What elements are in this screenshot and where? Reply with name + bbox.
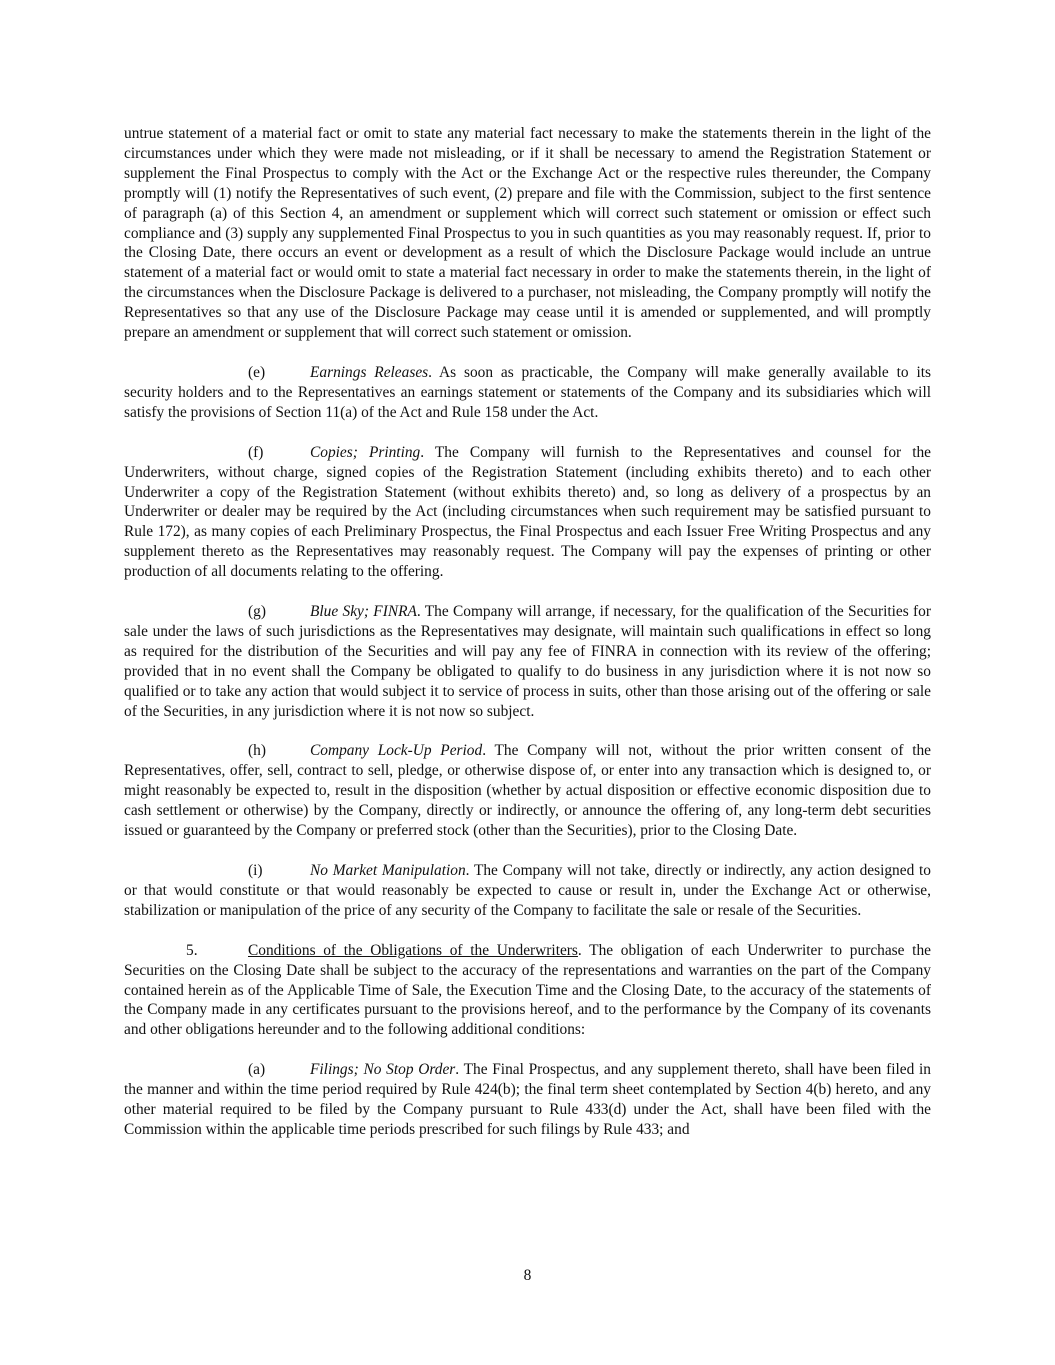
section-body: . The obligation of each Underwriter to purchase the Securities on the Closing Date shall be subject to the accuracy of the representations and warranties on the part of the Company contained herein as of the Applicable Time of Sale, the Execution Time and the Closing Date, to the accuracy of the statements of the Company made in any certificates pursuant to the provisions hereof, and to the performance by the Company of its covenants and other obligations hereunder and to the following additional conditions: — [124, 941, 931, 1039]
paragraph-body: . As soon as practicable, the Company will make generally available to its security holders and to the Representatives an earnings statement or statements of the Company and its subsidiaries which will satisfy the provisions of Section 11(a) of the Act and Rule 158 under the Act. — [124, 363, 931, 421]
paragraph-body: . The Company will not, without the prior written consent of the Representatives, offer, sell, contract to sell, pledge, or otherwise dispose of, or enter into any transaction which is designed to, or might reasonably be expected to, result in the disposition (whether by actual disposition or effective economic disposition due to cash settlement or otherwise) by the Company, directly or indirectly, or announce the offering of, any long-term debt securities issued or guaranteed by the Company or preferred stock (other than the Securities), prior to the Closing Date. — [124, 742, 932, 840]
paragraph-label: (g) — [248, 603, 266, 621]
section-label: 5. — [186, 941, 198, 959]
paragraph-heading: Copies; Printing — [310, 443, 421, 461]
paragraph-heading: Blue Sky; FINRA — [310, 603, 417, 621]
paragraph-label: (i) — [248, 862, 263, 879]
section-heading: Conditions of the Obligations of the Underwriters — [248, 941, 578, 959]
paragraph-h-company-lock-up-period — [124, 741, 931, 841]
paragraph-g-blue-sky-finra — [124, 602, 931, 721]
paragraph-heading: Filings; No Stop Order — [310, 1061, 456, 1079]
paragraph-body: . The Final Prospectus, and any supplement thereto, shall have been filed in the manner and within the time period required by Rule 424(b); the final term sheet contemplated by Section 4(b) hereto, and any other material required to be filed by the Company pursuant to Rule 433(d) under the Act, shall have been filed with the Commission within the applicable time periods prescribed for such filings by Rule 433; and — [124, 1061, 932, 1138]
paragraph-label: (e) — [248, 363, 266, 381]
document-page — [124, 124, 931, 1160]
paragraph-a-filings-no-stop-order — [124, 1060, 931, 1140]
paragraph-heading: Company Lock-Up Period — [310, 742, 483, 760]
paragraph-body: . The Company will not take, directly or indirectly, any action designed to or that would constitute or that would reasonably be expected to cause or result in, under the Exchange Act or otherwise, stabilization or manipulation of the price of any security of the Company to facilitate the sale or resale of the Securities. — [124, 862, 931, 919]
page-number: 8 — [523, 1267, 532, 1284]
paragraph-e-earnings-releases — [124, 363, 931, 423]
paragraph-body: . The Company will furnish to the Representatives and counsel for the Underwriters, without charge, signed copies of the Registration Statement (including exhibits thereto) and to each other Underwriter a copy of the Registration Statement (without exhibits thereto) and, so long as delivery of a prospectus by an Underwriter or dealer may be required by the Act (including circumstances when such requirement may be satisfied pursuant to Rule 172), as many copies of each Preliminary Prospectus, the Final Prospectus and each Issuer Free Writing Prospectus and any supplement thereto as the Representatives may reasonably request. The Company will pay the expenses of printing or other production of all documents relating to the offering. — [124, 443, 931, 581]
paragraph-heading: Earnings Releases — [310, 363, 429, 381]
intro-paragraph: untrue statement of a material fact or omit to state any material fact necessary to make the statements therein in the light of the circumstances under which they were made not misleading, or if it shall be necessary to amend the Registration Statement or supplement the Final Prospectus to comply with the Act or the Exchange Act or the respective rules thereunder, the Company promptly will (1) notify the Representatives of such event, (2) prepare and file with the Commission, subject to the first sentence of paragraph (a) of this Section 4, an amendment or supplement which will correct such statement or omission or effect such compliance and (3) supply any supplemented Final Prospectus to you in such quantities as you may reasonably request. If, prior to the Closing Date, there occurs an event or development as a result of which the Disclosure Package would include an untrue statement of a material fact or would omit to state a material fact necessary in order to make the statements therein, in the light of the circumstances when the Disclosure Package is delivered to a purchaser, not misleading, the Company promptly will notify the Representatives so that any use of the Disclosure Package may cease until it is amended or supplemented, and will promptly prepare an amendment or supplement that will correct such statement or omission. — [124, 125, 931, 342]
paragraph-heading: No Market Manipulation — [310, 862, 466, 879]
paragraph-label: (a) — [248, 1061, 266, 1079]
paragraph-body: . The Company will arrange, if necessary, for the qualification of the Securities for sale under the laws of such jurisdictions as the Representatives may designate, will maintain such qualifications in effect so long as required for the distribution of the Securities and will pay any fee of FINRA in connection with its review of the offering; provided that in no event shall the Company be obligated to qualify to do business in any jurisdiction where it is not now so qualified or to take any action that would subject it to service of process in suits, other than those arising out of the offering or sale of the Securities, in any jurisdiction where it is not now so subject. — [124, 603, 931, 720]
paragraph-label: (h) — [248, 742, 266, 760]
paragraph-label: (f) — [248, 443, 264, 461]
paragraph-f-copies-printing — [124, 443, 931, 582]
paragraph-i-no-market-manipulation — [124, 861, 931, 921]
section-5-conditions — [124, 941, 931, 1041]
